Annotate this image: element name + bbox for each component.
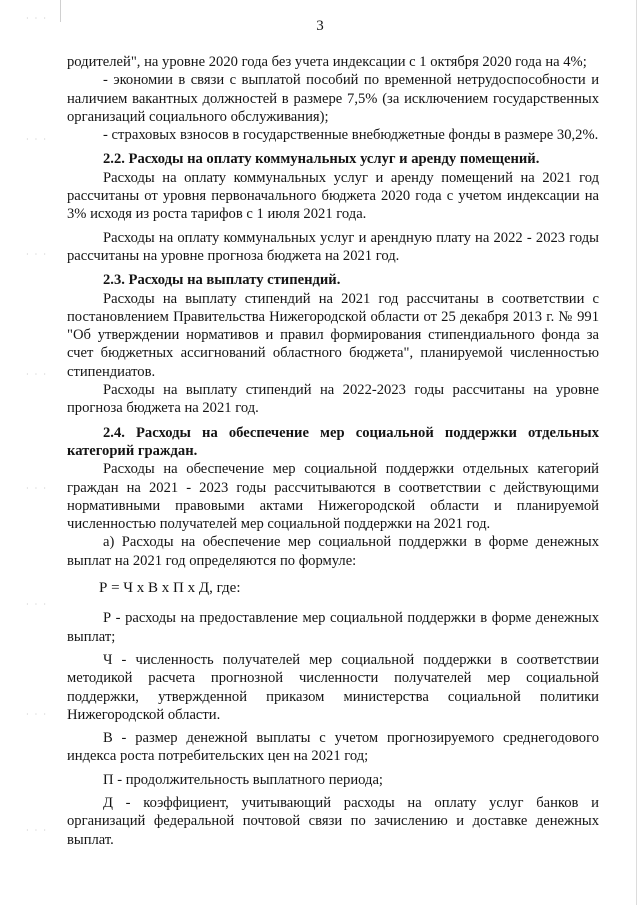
document-body <box>67 53 599 849</box>
scan-edge-line <box>636 0 637 905</box>
section-heading: 2.4. Расходы на обеспечение мер социальной поддержки отдельных категорий граждан. <box>67 424 599 459</box>
definition-item: В - размер денежной выплаты с учетом прогнозируемого среднегодового индекса роста потребительских цен на 2021 год; <box>67 730 599 765</box>
list-item: - страховых взносов в государственные внебюджетные фонды в размере 30,2%. <box>103 127 599 144</box>
paragraph: Расходы на обеспечение мер социальной поддержки отдельных категорий граждан на 2021 - 2023 годы рассчитываются в соответствии с действующими нормативными правовыми актами Нижегородской области и планируемой численностью получателей мер социальной поддержки на 2021 год. <box>67 461 599 533</box>
scan-artifact: · · · <box>26 710 48 719</box>
paragraph: родителей", на уровне 2020 года без учета индексации с 1 октября 2020 года на 4%; <box>67 54 587 70</box>
scan-artifact: · · · <box>26 600 48 609</box>
formula: Р = Ч х В х П х Д, где: <box>99 580 241 597</box>
scan-artifact: · · · <box>26 826 48 835</box>
paragraph: а) Расходы на обеспечение мер социальной поддержки в форме денежных выплат на 2021 год определяются по формуле: <box>67 534 599 569</box>
scan-artifact: · · · <box>26 14 48 23</box>
section-heading: 2.3. Расходы на выплату стипендий. <box>103 272 341 289</box>
paragraph: Расходы на оплату коммунальных услуг и арендную плату на 2022 - 2023 годы рассчитаны на уровне прогноза бюджета на 2021 год. <box>67 229 599 264</box>
paragraph: Расходы на выплату стипендий на 2021 год рассчитаны в соответствии с постановлением Правительства Нижегородской области от 25 декабря 2013 г. № 991 "Об утверждении нормативов и правил формирования стипендиального фонда за счет бюджетных ассигнований областного бюджета", планируемой численностью стипендиатов. <box>67 290 599 380</box>
section-heading: 2.2. Расходы на оплату коммунальных услуг и аренду помещений. <box>103 151 540 168</box>
list-item: - экономии в связи с выплатой пособий по временной нетрудоспособности и наличием вакантных должностей в размере 7,5% (за исключением государственных организаций социального обслуживания); <box>67 72 599 125</box>
definition-item: Д - коэффициент, учитывающий расходы на оплату услуг банков и организаций федеральной почтовой связи по зачислению и доставке денежных выплат. <box>67 794 599 848</box>
scan-artifact: · · · <box>26 370 48 379</box>
paragraph: Расходы на оплату коммунальных услуг и аренду помещений на 2021 год рассчитаны от уровня первоначального бюджета 2020 года с учетом индексации на 3% исходя из роста тарифов с 1 июля 2021 года. <box>67 169 599 223</box>
scan-artifact: · · · <box>26 484 48 493</box>
paragraph: Расходы на выплату стипендий на 2022-2023 годы рассчитаны на уровне прогноза бюджета на 2021 год. <box>67 382 599 417</box>
page-number: 3 <box>316 18 324 34</box>
definition-item: П - продолжительность выплатного периода; <box>103 771 383 788</box>
definition-item: Р - расходы на предоставление мер социальной поддержки в форме денежных выплат; <box>67 610 599 645</box>
scan-artifact: · · · <box>26 135 48 144</box>
scan-artifact: · · · <box>26 250 48 259</box>
definition-item: Ч - численность получателей мер социальной поддержки в соответствии методикой расчета прогнозной численности получателей мер социальной поддержки, утвержденной приказом министерства социальной политики Нижегородской области. <box>67 651 599 723</box>
